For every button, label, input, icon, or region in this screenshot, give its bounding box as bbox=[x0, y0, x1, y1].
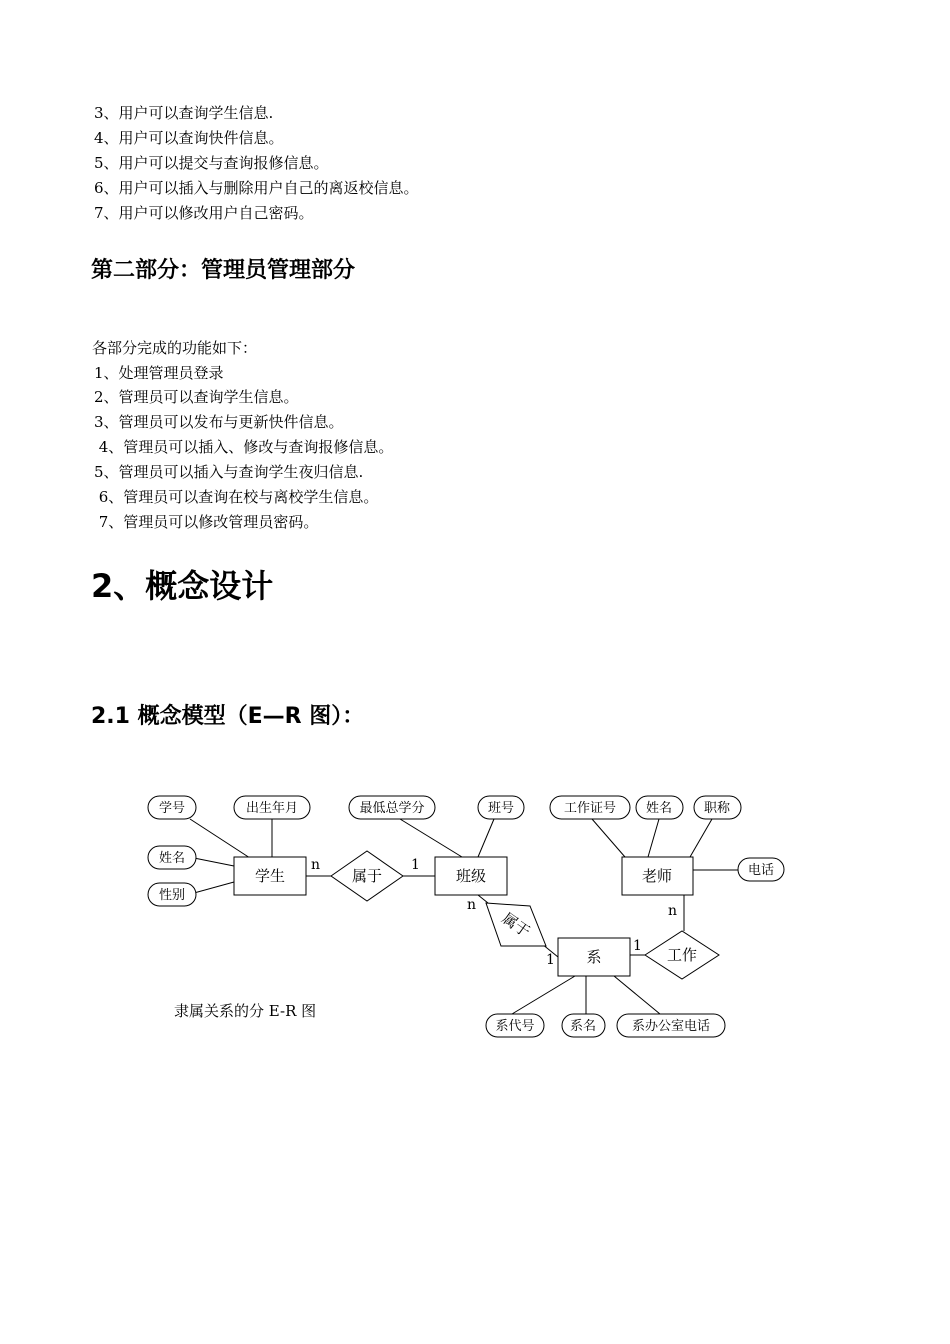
cardinality-dept-1: 1 bbox=[546, 952, 555, 968]
attr-label: 最低总学分 bbox=[359, 801, 425, 816]
user-function-4: 4、用户可以查询快件信息。 bbox=[94, 129, 284, 147]
admin-function-7: 7、管理员可以修改管理员密码。 bbox=[94, 513, 319, 531]
attr-label: 姓名 bbox=[645, 801, 673, 816]
admin-function-6: 6、管理员可以查询在校与离校学生信息。 bbox=[94, 488, 379, 506]
admin-function-5: 5、管理员可以插入与查询学生夜归信息. bbox=[94, 463, 364, 481]
cardinality-class-1: 1 bbox=[411, 857, 420, 873]
relationship-belongs-class-dept bbox=[486, 903, 546, 946]
relationship-label: 属于 bbox=[498, 909, 534, 941]
user-function-3: 3、用户可以查询学生信息. bbox=[94, 104, 274, 122]
attr-label: 性别 bbox=[158, 888, 186, 903]
user-function-5: 5、用户可以提交与查询报修信息。 bbox=[94, 154, 329, 172]
cardinality-class-n: n bbox=[467, 897, 477, 913]
attr-label: 工作证号 bbox=[563, 801, 617, 816]
part2-heading: 第二部分：管理员管理部分 bbox=[91, 258, 356, 283]
section-heading: 2、概念设计 bbox=[91, 567, 274, 605]
relationship-belongs-student-class bbox=[331, 851, 403, 901]
attr-label: 学号 bbox=[158, 801, 186, 816]
relationship-label: 工作 bbox=[666, 946, 698, 964]
attr-label: 系办公室电话 bbox=[631, 1019, 711, 1034]
diagram-caption: 隶属关系的分 E-R 图 bbox=[174, 1002, 317, 1020]
attr-label: 职称 bbox=[703, 801, 731, 816]
admin-function-2: 2、管理员可以查询学生信息。 bbox=[94, 388, 299, 406]
connector-lines bbox=[190, 819, 738, 1014]
user-function-7: 7、用户可以修改用户自己密码。 bbox=[94, 204, 314, 222]
attribute-ovals bbox=[148, 796, 784, 1037]
entity-student bbox=[234, 857, 306, 895]
admin-function-3: 3、管理员可以发布与更新快件信息。 bbox=[94, 413, 344, 431]
cardinality-dept-works: 1 bbox=[633, 938, 642, 954]
attr-label: 系代号 bbox=[495, 1019, 535, 1034]
entity-class bbox=[435, 857, 507, 895]
attr-label: 姓名 bbox=[158, 851, 186, 866]
admin-function-1: 1、处理管理员登录 bbox=[94, 364, 224, 382]
cardinality-student: n bbox=[311, 857, 321, 873]
attr-label: 电话 bbox=[747, 863, 775, 878]
user-function-6: 6、用户可以插入与删除用户自己的离返校信息。 bbox=[94, 179, 419, 197]
relationship-label: 属于 bbox=[351, 867, 383, 885]
entity-label: 老师 bbox=[641, 867, 673, 885]
attribute-labels bbox=[159, 800, 774, 1034]
entity-teacher bbox=[622, 857, 693, 895]
cardinality-teacher: n bbox=[668, 903, 678, 919]
entity-label: 学生 bbox=[254, 867, 286, 885]
entity-label: 系 bbox=[586, 948, 602, 966]
admin-function-4: 4、管理员可以插入、修改与查询报修信息。 bbox=[94, 438, 394, 456]
relationship-works bbox=[645, 931, 719, 979]
entity-department bbox=[558, 938, 630, 976]
entity-label: 班级 bbox=[455, 867, 487, 885]
attr-label: 系名 bbox=[569, 1019, 597, 1034]
attr-label: 班号 bbox=[487, 801, 515, 816]
subsection-heading: 2.1 概念模型（E—R 图）： bbox=[91, 704, 365, 729]
attr-label: 出生年月 bbox=[245, 801, 299, 816]
admin-intro: 各部分完成的功能如下： bbox=[92, 339, 258, 357]
